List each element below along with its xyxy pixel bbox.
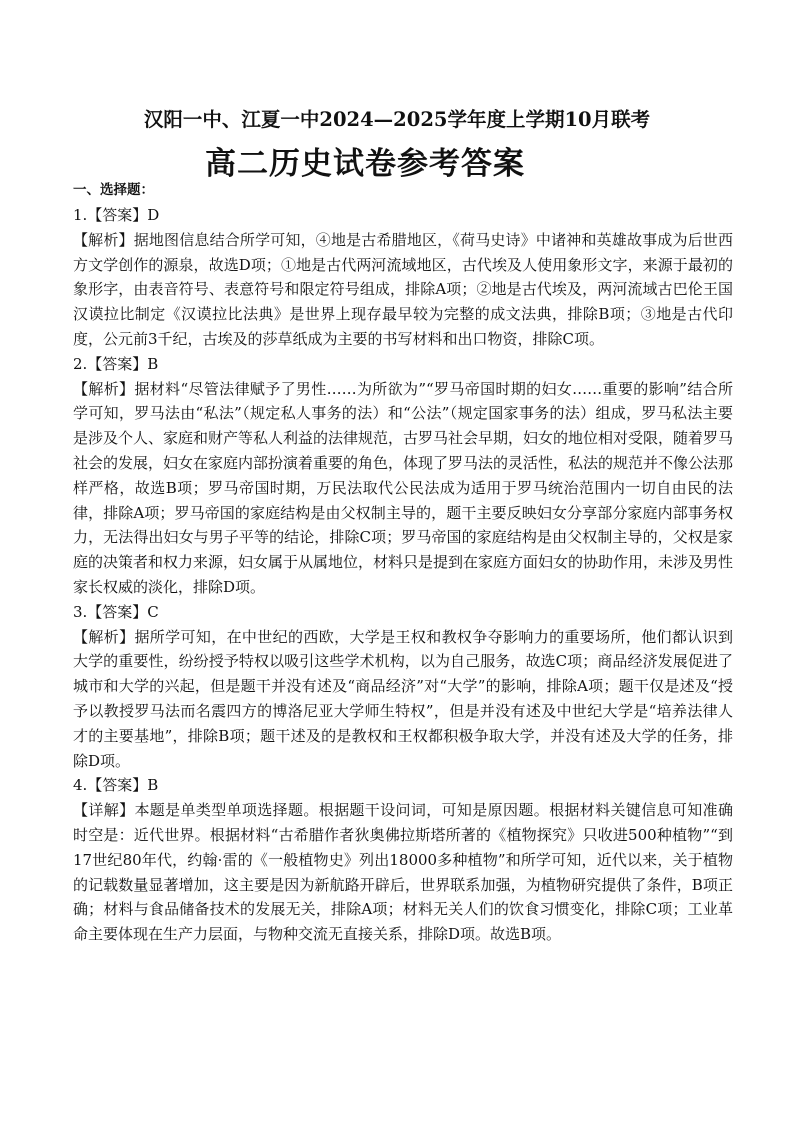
explanation-paragraph xyxy=(73,625,733,774)
explanation-tag: 【解析】 xyxy=(73,230,134,249)
explanation-tag: 【解析】 xyxy=(73,379,135,398)
question-2 xyxy=(73,352,733,600)
explanation-paragraph xyxy=(73,228,733,352)
explanation-text: 据地图信息结合所学可知，④地是古希腊地区，《荷马史诗》中诸神和英雄故事成为后世西方文学创作的源泉，故选D项；①地是古代两河流域地区，古代埃及人使用象形文字，来源于最初的象形字，由表音符号、表意符号和限定符号组成，排除A项；②地是古代埃及，两河流域古巴伦王国汉谟拉比制定《汉谟拉比法典》是世界上现存最早较为完整的成文法典，排除B项；③地是古代印度，公元前3千纪，古埃及的莎草纸成为主要的书写材料和出口物资，排除C项。 xyxy=(73,230,733,348)
explanation-text: 本题是单类型单项选择题。根据题干设问词，可知是原因题。根据材料关键信息可知准确时空是：近代世界。根据材料“古希腊作者狄奥佛拉斯塔所著的《植物探究》只收进500种植物”“到17世纪80年代，约翰·雷的《一般植物史》列出18000多种植物”和所学可知，近代以来，关于植物的记载数量显著增加，这主要是因为新航路开辟后，世界联系加强，为植物研究提供了条件，B项正确；材料与食品储备技术的发展无关，排除A项；材料无关人们的饮食习惯变化，排除C项；工业革命主要体现在生产力层面，与物种交流无直接关系，排除D项。故选B项。 xyxy=(73,801,733,944)
question-4 xyxy=(73,773,733,947)
answer-line: 3.【答案】C xyxy=(73,602,159,621)
explanation-tag: 【解析】 xyxy=(73,627,135,646)
answer-line: 4.【答案】B xyxy=(73,776,159,795)
explanation-tag: 【详解】 xyxy=(73,801,135,820)
explanation-paragraph xyxy=(73,798,733,947)
answer-content xyxy=(73,181,733,947)
question-3 xyxy=(73,600,733,774)
exam-header-title: 汉阳一中、江夏一中2024—2025学年度上学期10月联考 xyxy=(143,108,651,131)
answer-line: 2.【答案】B xyxy=(73,354,159,373)
answer-line: 1.【答案】D xyxy=(73,206,160,224)
explanation-text: 据材料“尽管法律赋予了男性……为所欲为”“罗马帝国时期的妇女……重要的影响”结合所学可知，罗马法由“私法”（规定私人事务的法）和“公法”（规定国家事务的法）组成，罗马私法主要是涉及个人、家庭和财产等私人利益的法律规范，古罗马社会早期，妇女的地位相对受限，随着罗马社会的发展，妇女在家庭内部扮演着重要的角色，体现了罗马法的灵活性，私法的规范并不像公法那样严格，故选B项；罗马帝国时期，万民法取代公民法成为适用于罗马统治范围内一切自由民的法律，排除A项；罗马帝国的家庭结构是由父权制主导的，题干主要反映妇女分享部分家庭内部事务权力，无法得出妇女与男子平等的结论，排除C项；罗马帝国的家庭结构是由父权制主导的，父权是家庭的决策者和权力来源，妇女属于从属地位，材料只是提到在家庭方面妇女的协助作用，未涉及男性家长权威的淡化，排除D项。 xyxy=(73,379,734,596)
explanation-text: 据所学可知，在中世纪的西欧，大学是王权和教权争夺影响力的重要场所，他们都认识到大学的重要性，纷纷授予特权以吸引这些学术机构，以为自己服务，故选C项；商品经济发展促进了城市和大学的兴起，但是题干并没有述及“商品经济”对“大学”的影响，排除A项；题干仅是述及“授予以教授罗马法而名震四方的博洛尼亚大学师生特权”，但是并没有述及中世纪大学是“培养法律人才的主要基地”，排除B项；题干述及的是教权和王权都积极争取大学，并没有述及大学的任务，排除D项。 xyxy=(73,627,733,770)
question-1 xyxy=(73,203,733,352)
section-heading: 一、选择题： xyxy=(73,182,154,198)
explanation-paragraph xyxy=(73,377,733,600)
page-title: 高二历史试卷参考答案 xyxy=(205,146,525,182)
